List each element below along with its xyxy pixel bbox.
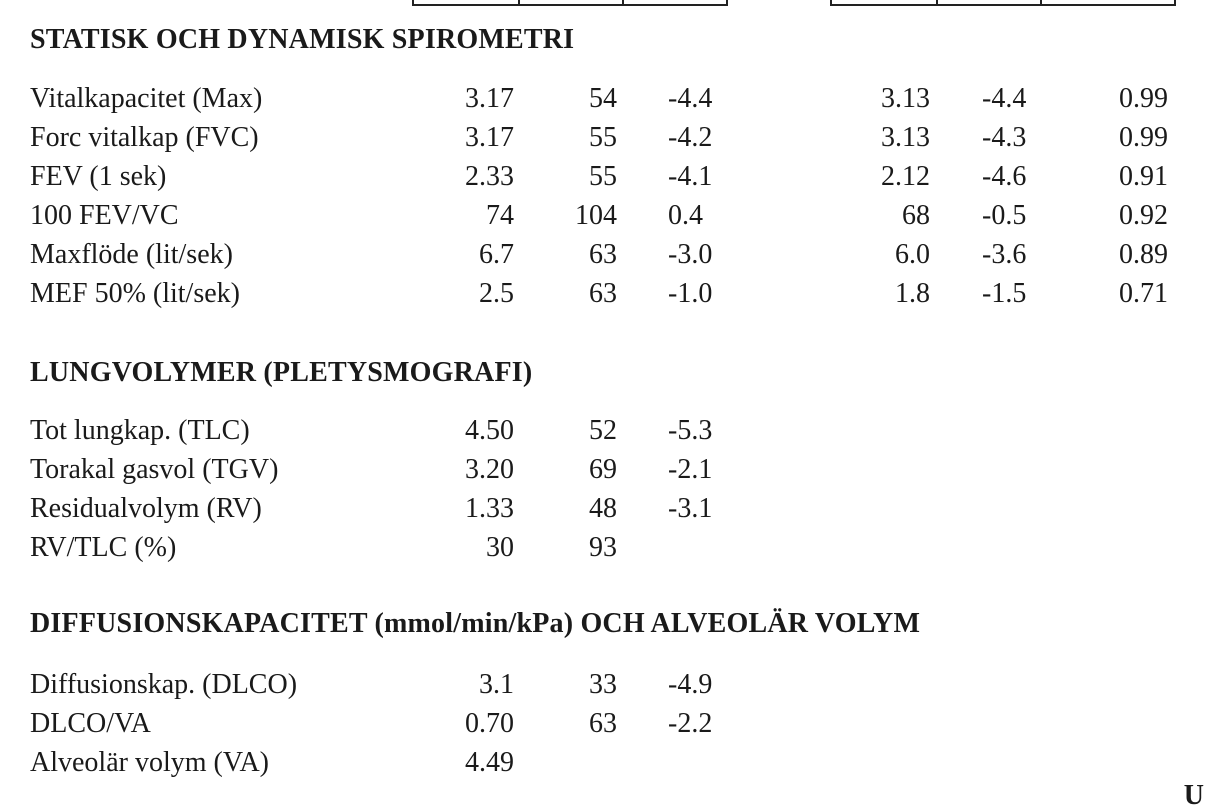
value-post-measured: 1.8: [895, 278, 930, 309]
table-row: [0, 490, 1214, 528]
value-measured: 4.49: [465, 747, 514, 778]
value-ratio: 0.99: [1119, 83, 1168, 114]
value-z-score: -3.1: [668, 493, 713, 524]
value-percent-predicted: 63: [589, 708, 617, 739]
right-header-box: [830, 0, 1176, 6]
value-measured: 2.33: [465, 161, 514, 192]
value-post-z-score: -1.5: [982, 278, 1027, 309]
value-measured: 3.20: [465, 454, 514, 485]
value-post-z-score: -3.6: [982, 239, 1027, 270]
table-row: [0, 275, 1214, 313]
value-percent-predicted: 52: [589, 415, 617, 446]
row-label: Residualvolym (RV): [30, 493, 262, 524]
table-row: [0, 158, 1214, 196]
value-z-score: -3.0: [668, 239, 713, 270]
value-measured: 3.1: [479, 669, 514, 700]
value-ratio: 0.91: [1119, 161, 1168, 192]
value-z-score: 0.4: [668, 200, 703, 231]
value-z-score: -2.1: [668, 454, 713, 485]
value-post-z-score: -4.3: [982, 122, 1027, 153]
value-z-score: -4.9: [668, 669, 713, 700]
value-percent-predicted: 54: [589, 83, 617, 114]
value-percent-predicted: 55: [589, 122, 617, 153]
value-measured: 0.70: [465, 708, 514, 739]
value-measured: 6.7: [479, 239, 514, 270]
table-row: [0, 80, 1214, 118]
table-row: [0, 744, 1214, 782]
value-percent-predicted: 63: [589, 278, 617, 309]
value-measured: 30: [486, 532, 514, 563]
value-percent-predicted: 55: [589, 161, 617, 192]
table-row: [0, 705, 1214, 743]
row-label: Torakal gasvol (TGV): [30, 454, 279, 485]
page-corner-mark: U: [1183, 780, 1204, 811]
value-post-z-score: -0.5: [982, 200, 1027, 231]
value-measured: 1.33: [465, 493, 514, 524]
table-row: [0, 529, 1214, 567]
value-post-z-score: -4.6: [982, 161, 1027, 192]
value-z-score: -4.1: [668, 161, 713, 192]
value-percent-predicted: 63: [589, 239, 617, 270]
value-measured: 4.50: [465, 415, 514, 446]
value-ratio: 0.92: [1119, 200, 1168, 231]
row-label: RV/TLC (%): [30, 532, 177, 563]
table-row: [0, 119, 1214, 157]
value-percent-predicted: 33: [589, 669, 617, 700]
value-z-score: -4.4: [668, 83, 713, 114]
value-ratio: 0.89: [1119, 239, 1168, 270]
top-table-borders: [0, 0, 1214, 10]
value-post-measured: 3.13: [881, 122, 930, 153]
table-row: [0, 236, 1214, 274]
table-row: [0, 412, 1214, 450]
row-label: 100 FEV/VC: [30, 200, 179, 231]
value-percent-predicted: 48: [589, 493, 617, 524]
row-label: DLCO/VA: [30, 708, 151, 739]
value-post-z-score: -4.4: [982, 83, 1027, 114]
value-percent-predicted: 69: [589, 454, 617, 485]
row-label: Vitalkapacitet (Max): [30, 83, 263, 114]
left-header-box: [412, 0, 728, 6]
value-percent-predicted: 104: [575, 200, 617, 231]
value-ratio: 0.99: [1119, 122, 1168, 153]
table-row: [0, 197, 1214, 235]
row-label: Diffusionskap. (DLCO): [30, 669, 298, 700]
value-z-score: -1.0: [668, 278, 713, 309]
table-row: [0, 666, 1214, 704]
row-label: FEV (1 sek): [30, 161, 167, 192]
value-measured: 3.17: [465, 122, 514, 153]
row-label: Maxflöde (lit/sek): [30, 239, 233, 270]
row-label: MEF 50% (lit/sek): [30, 278, 240, 309]
value-post-measured: 6.0: [895, 239, 930, 270]
row-label: Alveolär volym (VA): [30, 747, 269, 778]
value-z-score: -5.3: [668, 415, 713, 446]
value-measured: 74: [486, 200, 514, 231]
section-title-diffusionskapacitet: DIFFUSIONSKAPACITET (mmol/min/kPa) OCH ALVEOLÄR VOLYM: [30, 608, 921, 639]
row-label: Forc vitalkap (FVC): [30, 122, 259, 153]
value-ratio: 0.71: [1119, 278, 1168, 309]
value-z-score: -4.2: [668, 122, 713, 153]
value-post-measured: 2.12: [881, 161, 930, 192]
value-post-measured: 68: [902, 200, 930, 231]
value-percent-predicted: 93: [589, 532, 617, 563]
value-measured: 3.17: [465, 83, 514, 114]
value-measured: 2.5: [479, 278, 514, 309]
row-label: Tot lungkap. (TLC): [30, 415, 250, 446]
section-title-lungvolymer: LUNGVOLYMER (PLETYSMOGRAFI): [30, 357, 533, 388]
table-row: [0, 451, 1214, 489]
section-title-spirometri: STATISK OCH DYNAMISK SPIROMETRI: [30, 24, 575, 55]
value-z-score: -2.2: [668, 708, 713, 739]
value-post-measured: 3.13: [881, 83, 930, 114]
